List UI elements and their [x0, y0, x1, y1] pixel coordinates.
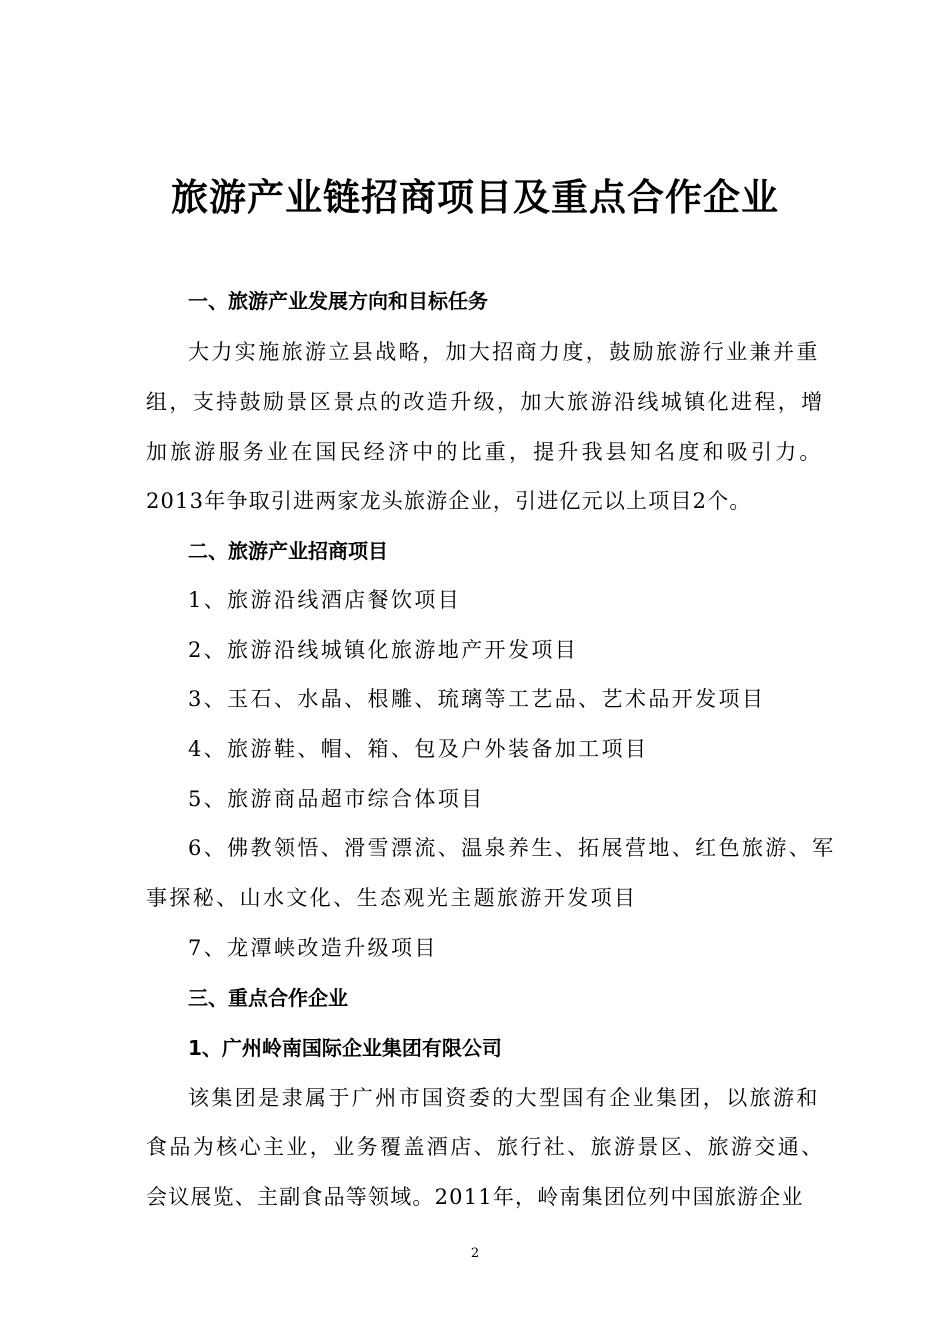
section-heading-1: 一、旅游产业发展方向和目标任务	[188, 289, 488, 313]
paragraph-line: 会议展览、主副食品等领域。2011年，岭南集团位列中国旅游企业	[146, 1185, 804, 1209]
paragraph-line: 2013年争取引进两家龙头旅游企业，引进亿元以上项目2个。	[146, 489, 752, 513]
section-heading-3: 三、重点合作企业	[188, 986, 348, 1010]
list-item: 6、佛教领悟、滑雪漂流、温泉养生、拓展营地、红色旅游、军	[188, 836, 836, 860]
company-heading: 1、广州岭南国际企业集团有限公司	[188, 1036, 502, 1060]
list-item: 5、旅游商品超市综合体项目	[188, 787, 485, 811]
list-item: 7、龙潭峡改造升级项目	[188, 936, 438, 960]
list-item: 3、玉石、水晶、根雕、琉璃等工艺品、艺术品开发项目	[188, 687, 766, 711]
section-heading-2: 二、旅游产业招商项目	[188, 539, 388, 563]
paragraph-line: 大力实施旅游立县战略，加大招商力度，鼓励旅游行业兼并重	[188, 340, 820, 364]
page-number: 2	[470, 1246, 480, 1261]
list-item: 4、旅游鞋、帽、箱、包及户外装备加工项目	[188, 737, 649, 761]
list-item: 事探秘、山水文化、生态观光主题旅游开发项目	[146, 886, 638, 910]
paragraph-line: 该集团是隶属于广州市国资委的大型国有企业集团，以旅游和	[188, 1086, 820, 1110]
paragraph-line: 组，支持鼓励景区景点的改造升级，加大旅游沿线城镇化进程，增	[146, 390, 825, 414]
paragraph-line: 食品为核心主业，业务覆盖酒店、旅行社、旅游景区、旅游交通、	[146, 1135, 825, 1159]
page-title: 旅游产业链招商项目及重点合作企业	[171, 175, 779, 219]
paragraph-line: 加旅游服务业在国民经济中的比重，提升我县知名度和吸引力。	[146, 440, 824, 464]
list-item: 1、旅游沿线酒店餐饮项目	[188, 588, 462, 612]
list-item: 2、旅游沿线城镇化旅游地产开发项目	[188, 638, 579, 662]
